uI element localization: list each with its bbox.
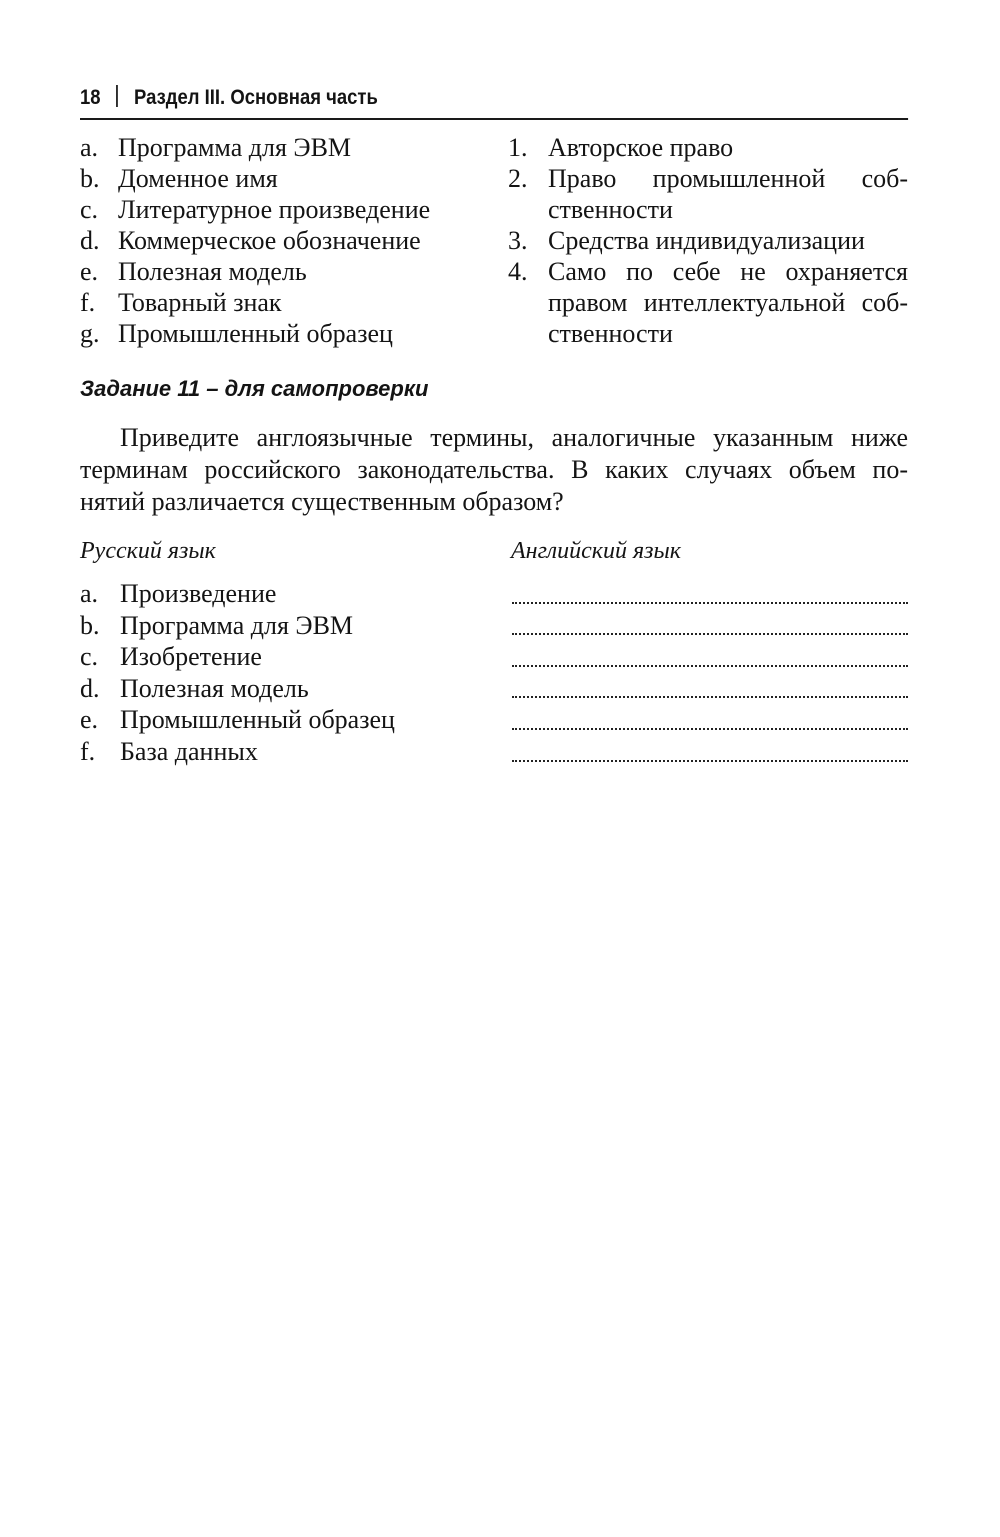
list-item xyxy=(508,225,908,256)
item-marker: 3. xyxy=(508,226,528,255)
list-item xyxy=(80,610,395,642)
item-text: Программа для ЭВМ xyxy=(118,133,352,162)
item-text: Промышленный образец xyxy=(118,319,393,348)
answer-blank[interactable] xyxy=(512,610,908,642)
item-marker: b. xyxy=(80,610,100,640)
answer-blank[interactable] xyxy=(512,736,908,768)
page-number: 18 xyxy=(80,86,101,109)
item-text-line: ственности xyxy=(548,195,673,224)
item-text: Произведение xyxy=(120,579,277,608)
item-text: Полезная модель xyxy=(118,257,307,286)
item-marker: d. xyxy=(80,673,100,703)
task-heading: Задание 11 – для самопроверки xyxy=(80,376,429,401)
item-text: Промышленный образец xyxy=(120,705,395,735)
list-item xyxy=(80,641,395,673)
item-text: Авторское право xyxy=(548,133,734,162)
item-marker: f. xyxy=(80,736,96,766)
item-text: Средства индивидуализации xyxy=(548,226,865,255)
item-marker: a. xyxy=(80,579,99,608)
item-text: Литературное произведение xyxy=(118,195,431,224)
answer-blank[interactable] xyxy=(512,641,908,673)
instruction-line: терминам российского законодательства. В каких случаях объем по- xyxy=(80,455,908,484)
item-text: Изобретение xyxy=(120,642,262,672)
list-item xyxy=(80,578,395,610)
list-item xyxy=(508,163,908,225)
running-head xyxy=(80,84,908,120)
answer-blank[interactable] xyxy=(512,578,908,610)
section-title: Раздел III. Основная часть xyxy=(133,86,378,109)
item-text: Коммерческое обозначение xyxy=(118,226,421,255)
instruction-line: нятий различается существенным образом? xyxy=(80,487,564,516)
item-marker: 1. xyxy=(508,133,528,162)
item-text-line: правом интеллектуальной соб- xyxy=(548,288,908,317)
list-item xyxy=(508,256,908,349)
item-marker: g. xyxy=(80,319,100,348)
item-text-line: ственности xyxy=(548,319,673,348)
list-item xyxy=(80,256,430,287)
list-item xyxy=(80,163,430,194)
list-item xyxy=(80,736,395,768)
list-item xyxy=(80,225,430,256)
list-item xyxy=(80,673,395,705)
list-item xyxy=(80,287,430,318)
task-instructions xyxy=(80,422,908,518)
item-text: База данных xyxy=(120,736,258,766)
list-item xyxy=(80,704,395,736)
item-text: Программа для ЭВМ xyxy=(120,610,354,640)
item-marker: b. xyxy=(80,164,100,193)
column-heading-english: Английский язык xyxy=(511,538,681,564)
instruction-line: Приведите англоязычные термины, аналогичные указанным ниже xyxy=(120,423,908,452)
terms-list xyxy=(80,132,430,349)
item-text: Товарный знак xyxy=(118,288,282,317)
item-marker: a. xyxy=(80,133,99,162)
list-item xyxy=(80,194,430,225)
item-text-line: Право промышленной соб- xyxy=(548,164,908,193)
english-answer-blanks xyxy=(512,578,908,768)
categories-list xyxy=(508,132,908,349)
header-separator xyxy=(116,85,118,107)
item-text: Доменное имя xyxy=(118,164,278,193)
column-heading-russian: Русский язык xyxy=(80,538,216,564)
item-marker: d. xyxy=(80,226,100,255)
item-text-line: Само по себе не охраняется xyxy=(548,257,908,286)
item-marker: e. xyxy=(80,705,99,735)
item-marker: f. xyxy=(80,288,96,317)
list-item xyxy=(80,318,430,349)
item-marker: e. xyxy=(80,257,99,286)
item-text: Полезная модель xyxy=(120,673,309,703)
list-item xyxy=(80,132,430,163)
item-marker: 4. xyxy=(508,257,528,286)
answer-blank[interactable] xyxy=(512,673,908,705)
answer-blank[interactable] xyxy=(512,704,908,736)
russian-terms-list xyxy=(80,578,395,768)
item-marker: c. xyxy=(80,642,99,672)
list-item xyxy=(508,132,908,163)
item-marker: 2. xyxy=(508,164,528,193)
item-marker: c. xyxy=(80,195,99,224)
